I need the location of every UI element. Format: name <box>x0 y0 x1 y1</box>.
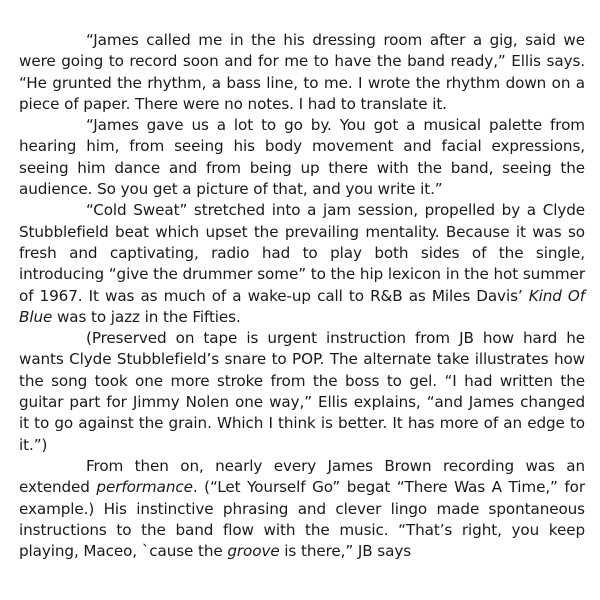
album-title-kind-of-blue: Kind Of Blue <box>19 286 585 326</box>
emphasis-groove: groove <box>227 542 280 561</box>
body-text <box>19 30 585 562</box>
paragraph-1-text: “James called me in the his dressing room after a gig, said we were going to record soon and for me to have the band ready,” Ellis says. “He grunted the rhythm, a bass line, to me. I wrote the rhythm down on a piece of paper. There were no notes. I had to translate it. <box>19 31 585 113</box>
paragraph-3-text-a: “Cold Sweat” stretched into a jam session, propelled by a Clyde Stubblefield beat which upset the prevailing mentality. Because it was so fresh and captivating, radio had to play both sides of the single, introducing “give the drummer some” to the hip lexicon in the hot summer of 1967. It was as much of a wake-up call to R&B as Miles Davis’ <box>19 201 585 305</box>
paragraph-4 <box>19 328 585 456</box>
paragraph-3 <box>19 200 585 328</box>
paragraph-5-text-b: . (“Let Yourself Go” begat “There Was A Time,” for example.) His instinctive phrasing and clever lingo made spontaneous instructions to the band flow with the music. “That’s right, you keep playing, Maceo, `cause the <box>19 478 585 561</box>
paragraph-2-text: “James gave us a lot to go by. You got a musical palette from hearing him, from seeing his body movement and facial expressions, seeing him dance and from being up there with the band, seeing the audience. So you get a picture of that, and you write it.” <box>19 116 585 199</box>
paragraph-3-text-b: was to jazz in the Fifties. <box>52 307 241 326</box>
emphasis-performance: performance <box>96 478 193 497</box>
paragraph-5-text-a: From then on, nearly every James Brown recording was an extended <box>19 456 585 497</box>
paragraph-1 <box>19 30 585 115</box>
paragraph-5 <box>19 456 585 562</box>
paragraph-5-text-c: is there,” JB says <box>279 542 412 561</box>
paragraph-2 <box>19 115 585 200</box>
paragraph-4-text: (Preserved on tape is urgent instruction from JB how hard he wants Clyde Stubblefield’s snare to POP. The alternate take illustrates how the song took one more stroke from the boss to gel. “I had written the guitar part for Jimmy Nolen one way,” Ellis explains, “and James changed it to go against the grain. Which I think is better. It has more of an edge to it.”) <box>19 329 585 454</box>
